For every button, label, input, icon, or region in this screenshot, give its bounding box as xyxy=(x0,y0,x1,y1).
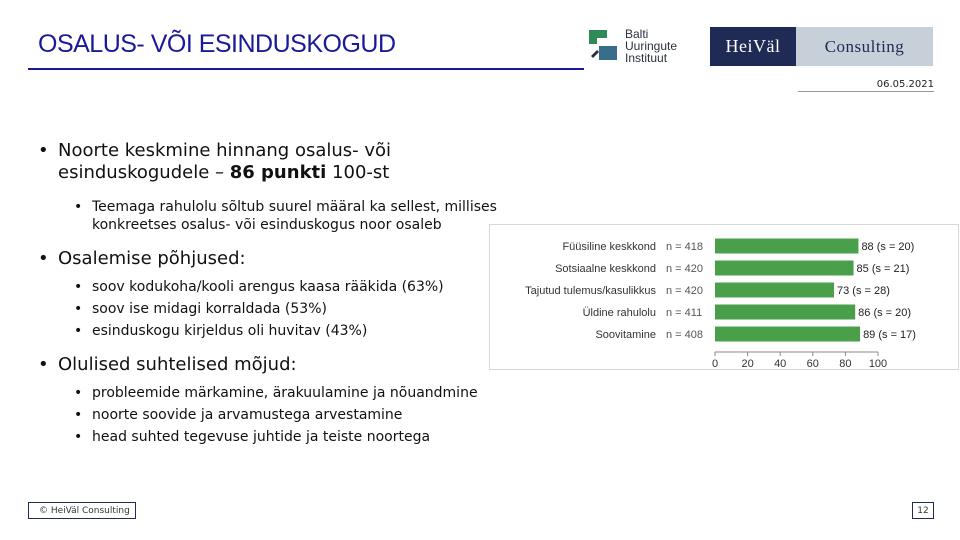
n-label: n = 411 xyxy=(666,307,703,319)
bui-logo-line: Balti xyxy=(625,27,649,41)
bullet-item xyxy=(28,140,528,184)
bullet-text: Noorte keskmine hinnang osalus- või esinduskogudele – xyxy=(58,140,392,183)
n-label: n = 420 xyxy=(666,285,704,297)
x-tick-label: 40 xyxy=(774,358,787,369)
bullet-item: • Olulised suhtelised mõjud: xyxy=(28,354,528,376)
satisfaction-chart xyxy=(489,224,959,370)
page-title: OSALUS- VÕI ESINDUSKOGUD xyxy=(38,30,396,58)
bui-logo-mark-icon xyxy=(585,26,621,66)
sub-bullet-item: • soov ise midagi korraldada (53%) xyxy=(28,300,528,318)
bar xyxy=(715,261,854,276)
bar xyxy=(715,239,858,254)
n-label: n = 418 xyxy=(666,241,704,253)
bar xyxy=(715,327,860,342)
sub-bullet-item: • esinduskogu kirjeldus oli huvitav (43%) xyxy=(28,322,528,340)
x-tick-label: 80 xyxy=(839,358,852,369)
value-label: 88 (s = 20) xyxy=(861,241,915,253)
page-number: 12 xyxy=(912,502,934,519)
x-tick-label: 0 xyxy=(711,358,719,369)
category-label: Üldine rahulolu xyxy=(582,307,656,319)
x-tick-label: 100 xyxy=(868,358,888,369)
sub-bullet-item: • soov kodukoha/kooli arengus kaasa rääkida (63%) xyxy=(28,278,528,296)
footer-copyright: © HeiVäl Consulting xyxy=(28,502,136,519)
sub-bullet-item: • Teemaga rahulolu sõltub suurel määral ka sellest, millises konkreetses osalus- või esinduskogus noor osaleb xyxy=(28,198,528,234)
bui-logo-text xyxy=(625,28,677,64)
bullet-text: 100-st xyxy=(326,162,390,183)
category-label: Tajutud tulemus/kasulikkus xyxy=(525,285,656,297)
bar xyxy=(715,283,834,298)
bar xyxy=(715,305,855,320)
title-underline xyxy=(28,68,584,70)
x-tick-label: 20 xyxy=(741,358,754,369)
heival-logo-left: HeiVäl xyxy=(710,27,796,66)
category-label: Sotsiaalne keskkond xyxy=(555,263,656,275)
category-label: Soovitamine xyxy=(595,329,656,341)
value-label: 73 (s = 28) xyxy=(836,285,890,297)
bullet-item: • Osalemise põhjused: xyxy=(28,248,528,270)
date-label: 06.05.2021 xyxy=(876,79,934,90)
sub-bullet-item: • probleemide märkamine, ärakuulamine ja nõuandmine xyxy=(28,384,528,402)
n-label: n = 408 xyxy=(666,329,704,341)
bar-chart-svg xyxy=(490,225,958,369)
value-label: 86 (s = 20) xyxy=(858,307,912,319)
category-label: Füüsiline keskkond xyxy=(562,241,656,253)
n-label: n = 420 xyxy=(666,263,704,275)
bui-logo-line: Uuringute xyxy=(625,39,678,53)
sub-bullet-item: • noorte soovide ja arvamustega arvestamine xyxy=(28,406,528,424)
bullet-bold-text: 86 punkti xyxy=(229,162,327,183)
sub-bullet-item: • head suhted tegevuse juhtide ja teiste noortega xyxy=(28,428,528,446)
bui-logo-line: Instituut xyxy=(625,51,668,65)
value-label: 89 (s = 17) xyxy=(863,329,916,341)
heival-logo xyxy=(710,27,933,66)
bui-logo xyxy=(585,26,695,68)
heival-logo-right: Consulting xyxy=(796,27,933,66)
bullet-list xyxy=(28,140,528,446)
value-label: 85 (s = 21) xyxy=(856,263,910,275)
x-tick-label: 60 xyxy=(806,358,819,369)
date-underline xyxy=(798,91,934,92)
